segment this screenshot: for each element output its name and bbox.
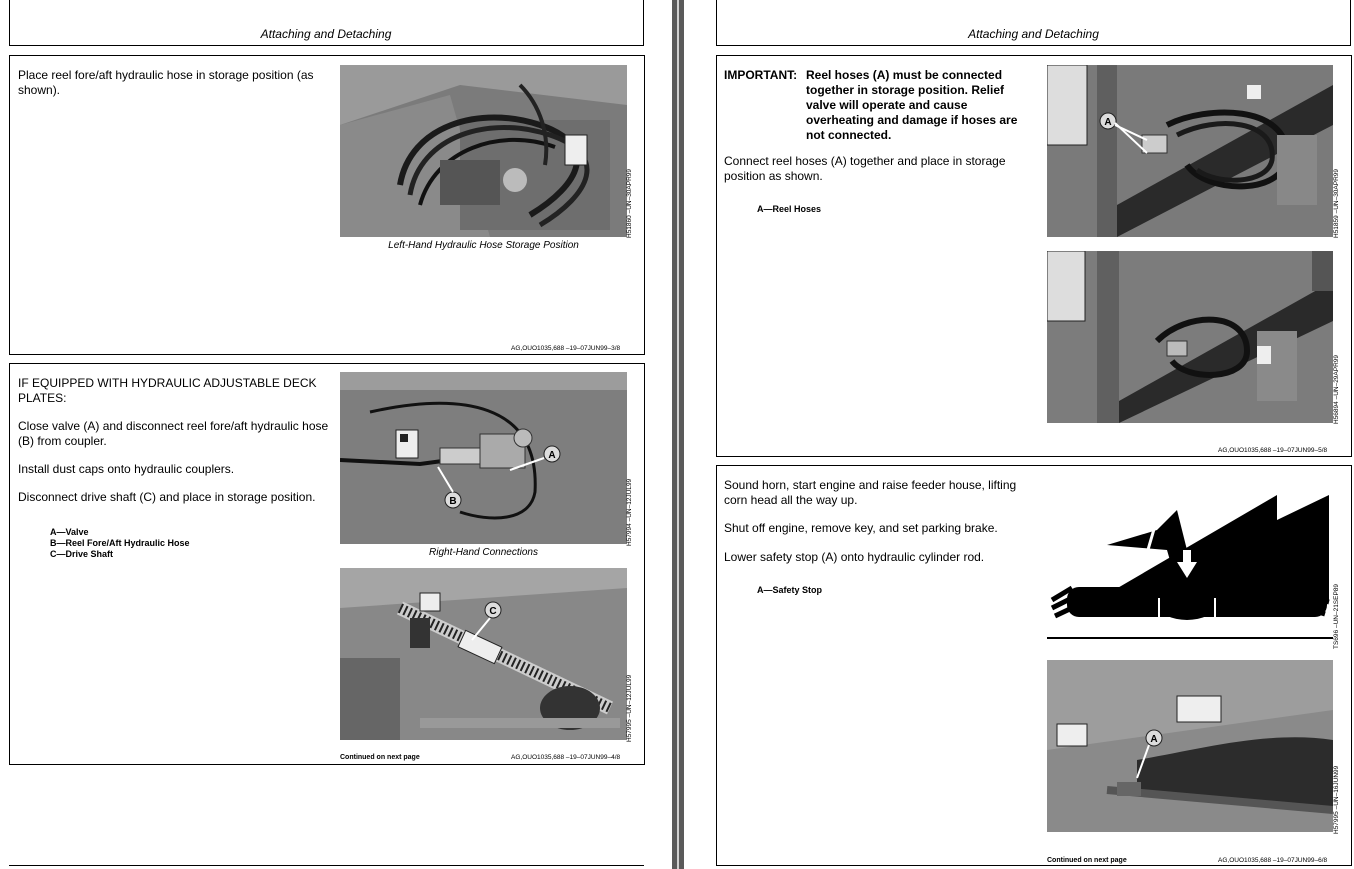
section-heading: IF EQUIPPED WITH HYDRAULIC ADJUSTABLE DECK PLATES: xyxy=(18,376,317,405)
figure-caption: Left-Hand Hydraulic Hose Storage Position xyxy=(388,240,579,251)
figure-caption: Right-Hand Connections xyxy=(429,547,538,558)
callout-b: B xyxy=(449,496,457,507)
image-code: H57995 –UN–16JUN99 xyxy=(1333,765,1340,834)
instruction-text: Lower safety stop (A) onto hydraulic cylinder rod. xyxy=(724,550,985,564)
legend-item: A—Safety Stop xyxy=(757,585,823,595)
callout-c: C xyxy=(489,606,497,617)
legend-item: B—Reel Fore/Aft Hydraulic Hose xyxy=(50,538,190,548)
callout-a: A xyxy=(1150,734,1158,745)
instruction-text: Disconnect drive shaft (C) and place in storage position. xyxy=(18,490,316,504)
safety-stop-photo xyxy=(1047,660,1333,832)
page-header: Attaching and Detaching xyxy=(260,27,392,41)
header-rule xyxy=(716,45,1351,46)
safety-warning-symbol xyxy=(1047,490,1333,640)
reel-hoses-stored-photo xyxy=(1047,251,1333,423)
image-code: H57994 –UN–12JUL99 xyxy=(626,478,633,546)
reference-code: AG,OUO1035,688 –19–07JUN99–6/8 xyxy=(1218,857,1328,864)
image-code: H51860 –UN–30APR99 xyxy=(626,168,633,238)
image-code: H56894 –UN–29APR99 xyxy=(1333,354,1340,424)
instruction-text: Sound horn, start engine and raise feeder house, lifting corn head all the way up. xyxy=(724,478,1017,507)
instruction-text: Install dust caps onto hydraulic couplers. xyxy=(18,462,235,476)
footer-rule xyxy=(716,865,1351,866)
callout-a: A xyxy=(1104,117,1112,128)
legend-item: C—Drive Shaft xyxy=(50,549,114,559)
continued-note: Continued on next page xyxy=(1047,857,1127,864)
header-rule xyxy=(9,45,644,46)
image-code: H57995 –UN–12JUL99 xyxy=(626,674,633,742)
reel-hoses-photo xyxy=(1047,65,1333,237)
reference-code: AG,OUO1035,688 –19–07JUN99–3/8 xyxy=(511,345,621,352)
page-divider-line xyxy=(677,0,679,869)
legend-item: A—Reel Hoses xyxy=(757,204,822,214)
right-hand-connections-photo xyxy=(340,372,627,544)
instruction-text: Connect reel hoses (A) together and place in storage position as shown. xyxy=(724,154,1006,183)
continued-note: Continued on next page xyxy=(340,754,420,761)
hose-storage-photo xyxy=(340,65,627,237)
legend-item: A—Valve xyxy=(50,527,89,537)
instruction-text: Shut off engine, remove key, and set parking brake. xyxy=(724,521,998,535)
image-code: H51859 –UN–30APR99 xyxy=(1333,168,1340,238)
footer-rule xyxy=(9,865,644,866)
instruction-text: Close valve (A) and disconnect reel fore/aft hydraulic hose (B) from coupler. xyxy=(18,419,329,448)
reference-code: AG,OUO1035,688 –19–07JUN99–4/8 xyxy=(511,754,621,761)
important-text: Reel hoses (A) must be connected together in storage position. Relief valve will operate and cause overheating and damage if hoses are not connected. xyxy=(806,68,1018,142)
important-label: IMPORTANT: xyxy=(724,68,798,82)
callout-a: A xyxy=(548,450,556,461)
page-header: Attaching and Detaching xyxy=(968,27,1099,41)
drive-shaft-photo xyxy=(340,568,627,740)
image-code: TS696 –UN–21SEP89 xyxy=(1333,583,1340,649)
reference-code: AG,OUO1035,688 –19–07JUN99–5/8 xyxy=(1218,447,1328,454)
instruction-text: Place reel fore/aft hydraulic hose in storage position (as shown). xyxy=(18,68,314,97)
left-page-edge-right xyxy=(643,0,644,46)
